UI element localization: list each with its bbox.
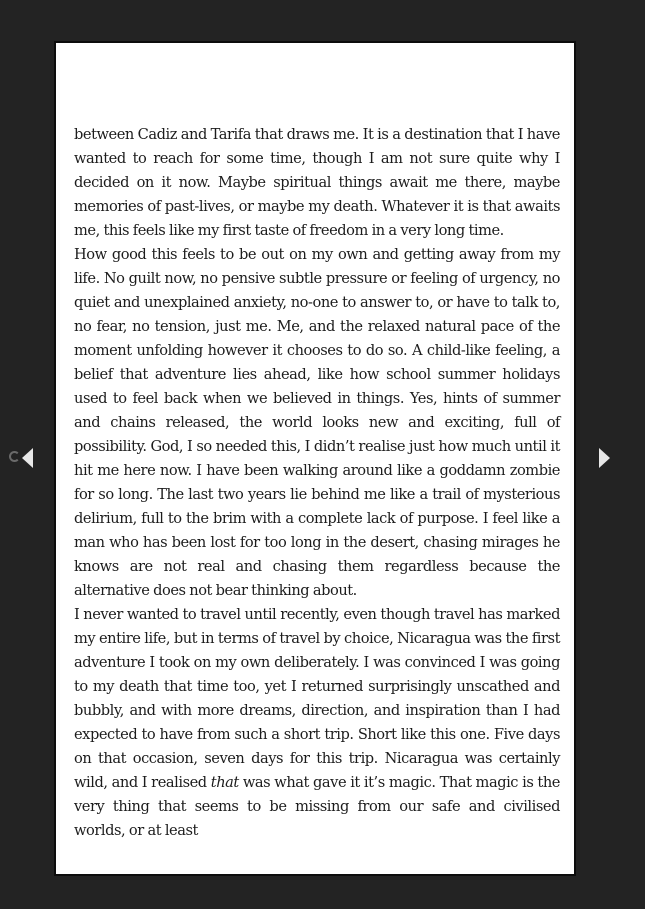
book-page <box>54 41 576 876</box>
previous-page-button[interactable] <box>22 448 33 468</box>
next-page-button[interactable] <box>599 448 610 468</box>
paragraph-3-text-start: I never wanted to travel until recently, even though travel has marked my entire life, but in terms of travel by choice, Nicaragua was the first adventure I took on my own deliberately. I was convinced I was going to my death that time too, yet I returned surprisingly unscathed and bubbly, and with more dreams, direction, and inspiration than I had expected to have from such a short trip. Short like this one. Five days on that occasion, seven days for this trip. Nicaragua was certainly wild, and I realised <box>74 606 560 791</box>
paragraph-3-text-end: was what gave it it’s magic. That magic is the very thing that seems to be missing from our safe and civilised worlds, or at least <box>74 774 560 839</box>
paragraph-3-italic-word: that <box>210 774 239 791</box>
paragraph-1 <box>74 123 560 243</box>
paragraph-2-text: How good this feels to be out on my own and getting away from my life. No guilt now, no pensive subtle pressure or feeling of urgency, no quiet and unexplained anxiety, no-one to answer to, or have to talk to, no fear, no tension, just me. Me, and the relaxed natural pace of the moment unfolding however it chooses to do so. A child-like feeling, a belief that adventure lies ahead, like how school summer holidays used to feel back when we believed in things. Yes, hints of summer and chains released, the world looks new and exciting, full of possibility. God, I so needed this, I didn’t realise just how much until it hit me here now. I have been walking around like a goddamn zombie for so long. The last two years lie behind me like a trail of mysterious delirium, full to the brim with a complete lack of purpose. I feel like a man who has been lost for too long in the desert, chasing mirages he knows are not real and chasing them regardless because the alternative does not bear thinking about. <box>74 246 560 599</box>
loading-spinner-icon <box>9 451 20 462</box>
page-text <box>74 123 560 843</box>
paragraph-1-text: between Cadiz and Tarifa that draws me. It is a destination that I have wanted to reach for some time, though I am not sure quite why I decided on it now. Maybe spiritual things await me there, maybe memories of past-lives, or maybe my death. Whatever it is that awaits me, this feels like my first taste of freedom in a very long time. <box>74 126 560 239</box>
paragraph-2 <box>74 243 560 603</box>
paragraph-3 <box>74 603 560 843</box>
